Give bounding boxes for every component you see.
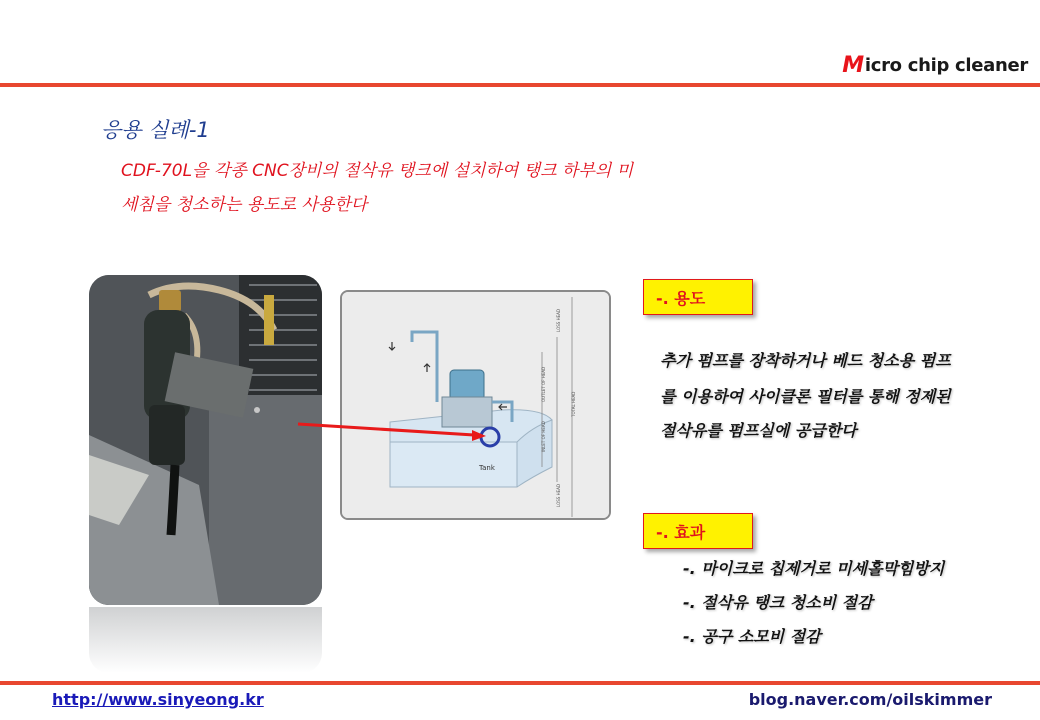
effect-item: -. 공구 소모비 절감 bbox=[683, 627, 821, 646]
website-link[interactable]: http://www.sinyeong.kr bbox=[52, 690, 264, 709]
logo-initial: M bbox=[842, 52, 864, 78]
blog-address: blog.naver.com/oilskimmer bbox=[748, 690, 992, 709]
brand-logo bbox=[842, 50, 1028, 80]
page-title: 응용 실례-1 bbox=[101, 118, 210, 142]
footer-divider bbox=[0, 681, 1040, 685]
installation-photo-illustration bbox=[89, 275, 322, 605]
dim-label-total: TOTAL HEAD bbox=[571, 391, 576, 417]
usage-line-2: 를 이용하여 사이클론 필터를 통해 정제된 bbox=[660, 387, 951, 406]
usage-line-3: 절삭유를 펌프실에 공급한다 bbox=[660, 421, 857, 440]
dim-label-outlet: OUTLET OF HEAD bbox=[541, 366, 546, 402]
effect-tag: -. 효과 bbox=[643, 513, 753, 549]
usage-line-1: 추가 펌프를 장착하거나 베드 청소용 펌프 bbox=[660, 351, 951, 370]
description-line-2: 세침을 청소하는 용도로 사용한다 bbox=[121, 195, 368, 215]
description-line-1: CDF-70L을 각종 CNC장비의 절삭유 탱크에 설치하여 탱크 하부의 미 bbox=[121, 161, 634, 181]
dim-label-inlet: INLET OF HEAD bbox=[541, 421, 546, 452]
usage-tag: -. 용도 bbox=[643, 279, 753, 315]
logo-text: icro chip cleaner bbox=[864, 54, 1028, 76]
effect-item: -. 마이크로 칩제거로 미세홀막힘방지 bbox=[683, 559, 945, 578]
effect-item: -. 절삭유 탱크 청소비 절감 bbox=[683, 593, 873, 612]
tank-schematic-drawing bbox=[342, 292, 611, 520]
header-divider bbox=[0, 83, 1040, 87]
tank-schematic bbox=[340, 290, 611, 520]
installation-photo bbox=[89, 275, 322, 605]
tank-label: Tank bbox=[479, 464, 495, 472]
installation-photo-reflection bbox=[89, 607, 322, 673]
dim-label-loss-bottom: LOSS HEAD bbox=[556, 484, 561, 507]
dim-label-loss-top: LOSS HEAD bbox=[556, 309, 561, 332]
